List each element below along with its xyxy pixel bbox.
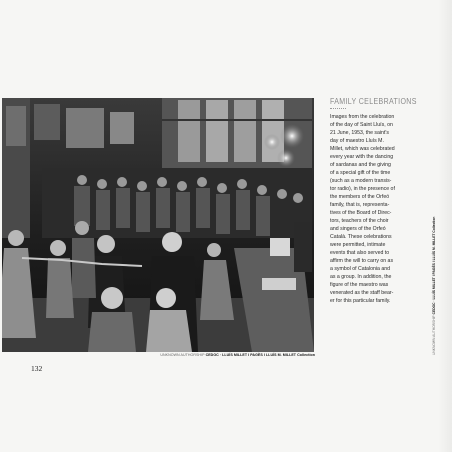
caption-line: family, that is, representa- [330,202,390,208]
caption-line: (such as a modern transis- [330,178,392,184]
caption-line: figure of the maestro was [330,282,389,288]
photo-credit [139,353,315,357]
caption-line: a symbol of Catalonia and [330,266,390,272]
sardana-dance-photo [2,98,314,352]
heading-divider [330,108,346,109]
caption-line: Millet, which was celebrated [330,146,395,152]
caption-line: tors, teachers of the choir [330,218,389,224]
caption-line: of a special gift of the time [330,170,391,176]
credit-author: UNKNOWN AUTHORSHIP [160,353,205,357]
caption-line: as a group. In addition, the [330,274,392,280]
caption-line: of the day of Saint Lluís, on [330,122,393,128]
caption-line: tor radio), in the presence of [330,186,395,192]
caption-line: 21 June, 1953, the saint's [330,130,389,136]
credit-collection: Collection [297,353,315,357]
caption-line: tives of the Board of Direc- [330,210,392,216]
caption-text [330,113,422,305]
caption-line: events that also served to [330,250,390,256]
caption-line: Images from the celebration [330,114,395,120]
caption-line: every year with the dancing [330,154,394,160]
section-heading: FAMILY CELEBRATIONS [330,97,417,106]
caption-line: er for this particular family. [330,298,391,304]
vertical-credit [431,180,437,355]
vertical-credit-source: CEDOC · LLUÍS MILLET I PAGÈS I LLUÍS M. MILLET Collection [432,216,436,315]
caption-line: day of maestro Lluís M. [330,138,384,144]
caption-line: affirm the will to carry on as [330,258,394,264]
page-gutter [438,0,452,452]
caption-line: of sardanas and the giving [330,162,391,168]
photo-dancers-icon [2,98,314,352]
caption-line: were permitted, intimate [330,242,386,248]
vertical-credit-author: UNKNOWN AUTHORSHIP [432,315,436,355]
caption-line: the members of the Orfeó [330,194,390,200]
page-number: 132 [31,364,43,373]
caption-line: Català. These celebrations [330,234,392,240]
credit-source: CEDOC · LLUÍS MILLET I PAGÈS I LLUÍS M. MILLET [205,353,297,357]
caption-line: venerated as the staff bear- [330,290,394,296]
caption-line: and singers of the Orfeó [330,226,386,232]
